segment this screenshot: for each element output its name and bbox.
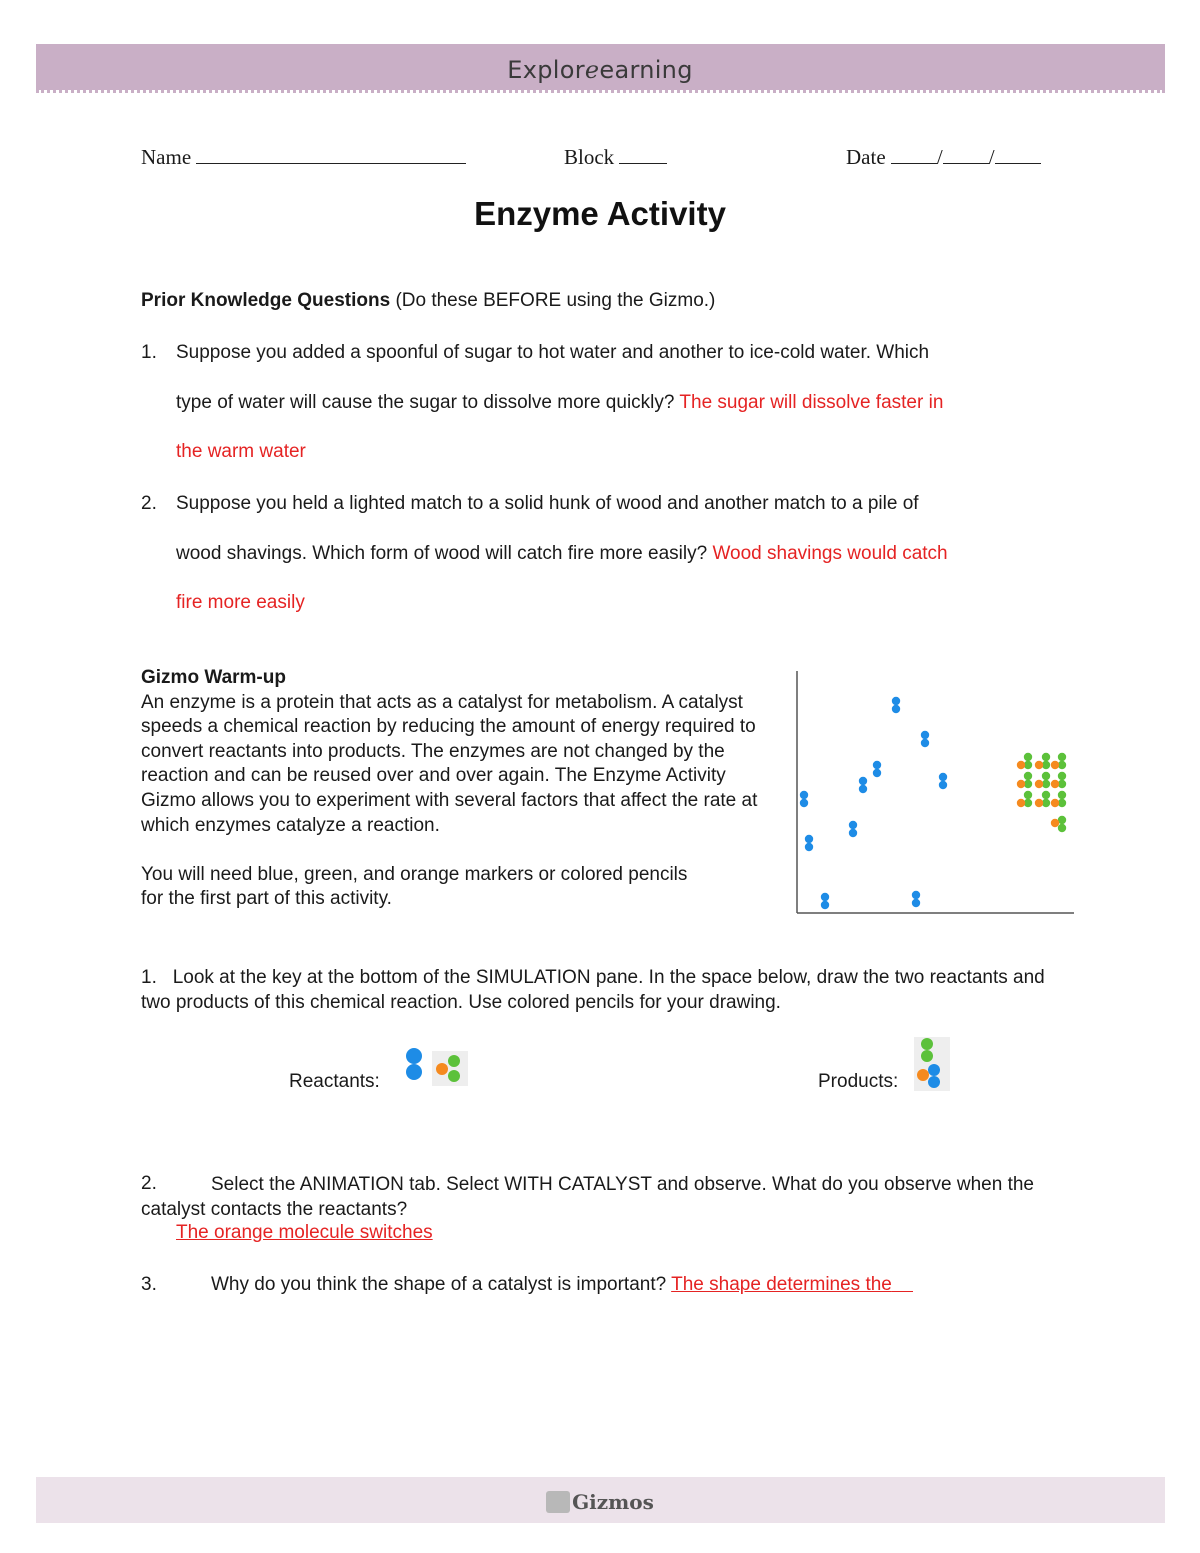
date-label: Date: [846, 145, 886, 169]
pk-answer-2: Wood shavings would catch: [712, 543, 948, 564]
question-2-answer: The orange molecule switches: [176, 1222, 433, 1243]
question-1-text: Look at the key at the bottom of the SIMULATION pane. In the space below, draw the two reactants and two products of this chemical reaction. Use colored pencils for your drawing.: [141, 967, 1045, 1013]
pk-question-2-number: 2.: [141, 493, 157, 514]
name-label: Name: [141, 145, 192, 169]
blue-reactant-molecules: [800, 697, 947, 909]
question-3: [211, 1274, 913, 1296]
question-3-text: Why do you think the shape of a catalyst is important?: [211, 1274, 667, 1295]
question-1: [141, 966, 1051, 1015]
block-blank: [619, 145, 667, 164]
warmup-heading: Gizmo Warm-up: [141, 667, 286, 688]
prior-knowledge-heading: Prior Knowledge Questions (Do these BEFORE using the Gizmo.): [141, 290, 716, 311]
name-blank: [196, 145, 466, 164]
products-label: Products:: [818, 1071, 899, 1092]
pk-answer-1: The sugar will dissolve faster in: [679, 392, 944, 413]
pk-answer-2-cont: fire more easily: [176, 592, 305, 613]
name-field: [141, 145, 466, 170]
markers-note: You will need blue, green, and orange markers or colored pencils for the first part of this activity.: [141, 863, 688, 910]
pk-answer-1-cont: the warm water: [176, 441, 306, 462]
header-divider: [36, 90, 1165, 93]
question-1-number: 1.: [141, 967, 157, 988]
block-field: [564, 145, 667, 170]
gizmos-logo-icon: [546, 1491, 570, 1513]
pk-question-1-number: 1.: [141, 342, 157, 363]
warmup-section: [141, 666, 781, 912]
explorelearning-logo: Exploreearning: [507, 56, 693, 84]
pk-question-1-line2: type of water will cause the sugar to dissolve more quickly? The sugar will dissolve faster in: [176, 392, 944, 413]
pk-question-2-line1: Suppose you held a lighted match to a solid hunk of wood and another match to a pile of: [176, 493, 919, 514]
page-title: Enzyme Activity: [474, 195, 726, 232]
question-3-number: 3.: [141, 1274, 157, 1295]
reactants-molecules-image: [400, 1046, 470, 1088]
date-field: Date / /: [846, 145, 1041, 170]
question-2-text: Select the ANIMATION tab. Select WITH CATALYST and observe. What do you observe when the catalyst contacts the reactants?: [141, 1174, 1034, 1220]
question-2-number: 2.: [141, 1173, 157, 1194]
pk-question-1-line1: Suppose you added a spoonful of sugar to hot water and another to ice-cold water. Which: [176, 342, 930, 363]
warmup-paragraph: An enzyme is a protein that acts as a catalyst for metabolism. A catalyst speeds a chemical reaction by reducing the amount of energy required to convert reactants into products. The enzymes are not changed by the reaction and can be reused over and over again. The Enzyme Activity Gizmo allows you to experiment with several factors that affect the rate at which enzymes catalyze a reaction.: [141, 691, 758, 836]
block-label: Block: [564, 145, 615, 169]
question-3-answer: The shape determines the: [671, 1274, 892, 1295]
product-molecules-cluster: [1017, 753, 1066, 832]
gizmos-logo: Gizmos: [0, 1490, 1200, 1514]
pk-question-2-line2: wood shavings. Which form of wood will catch fire more easily? Wood shavings would catch: [176, 543, 948, 564]
products-molecules-image: [914, 1037, 950, 1091]
reactants-label: Reactants:: [289, 1071, 380, 1092]
simulation-pane-image: [796, 671, 1074, 914]
